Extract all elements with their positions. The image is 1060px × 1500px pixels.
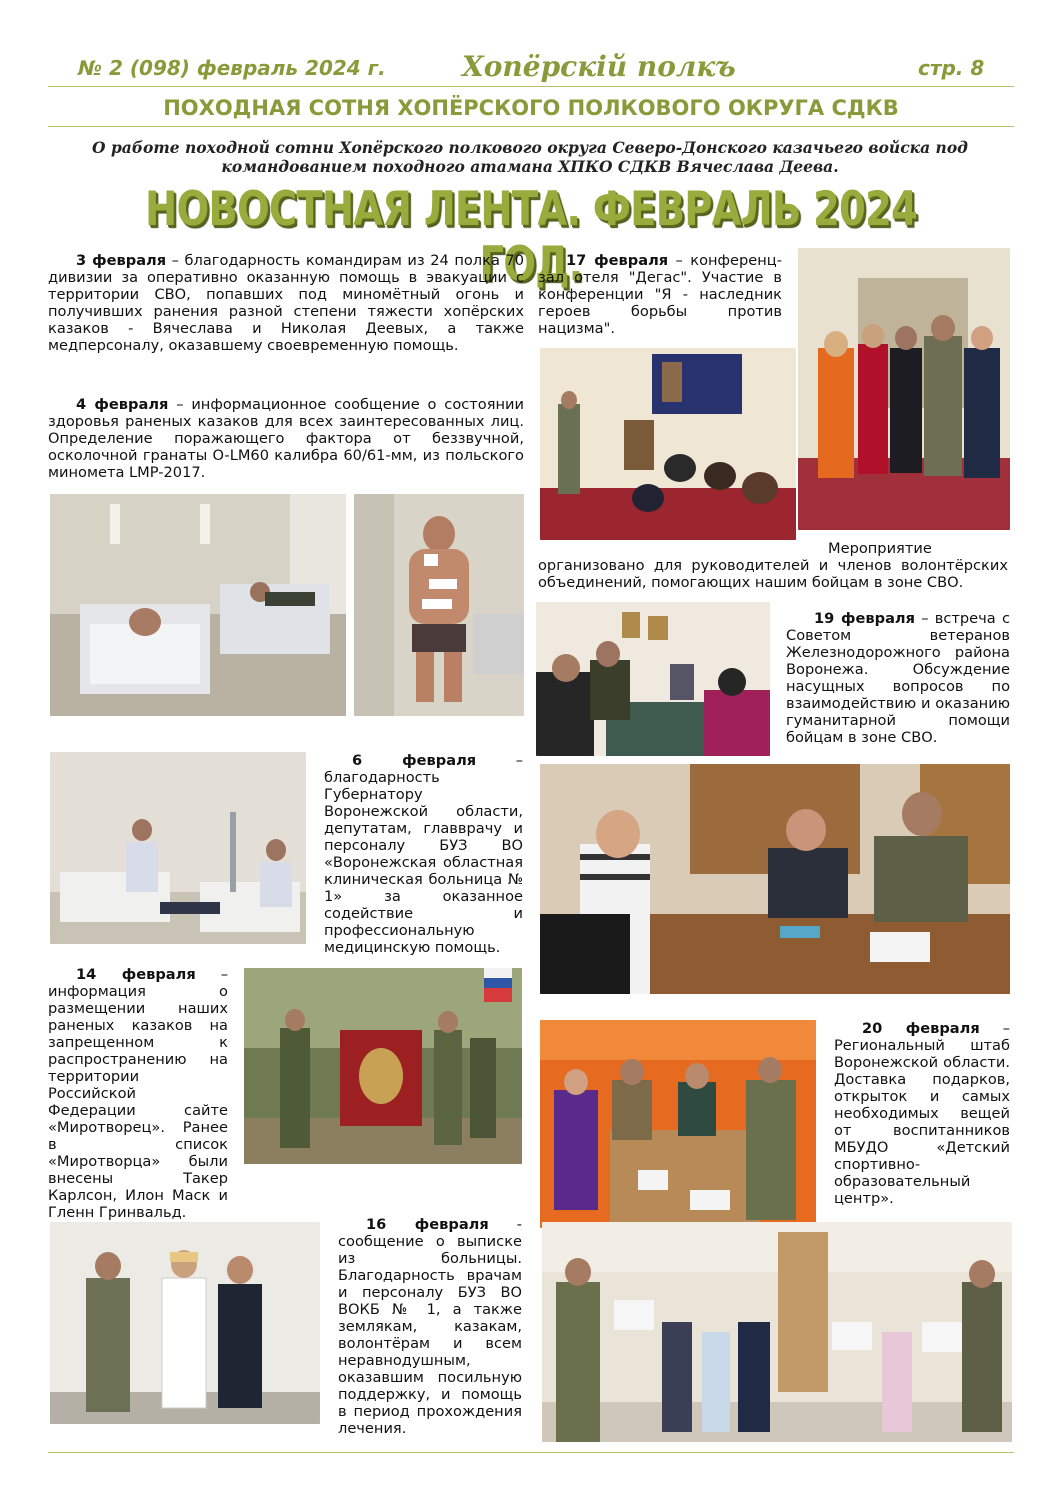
news-text: – благодарность командирам из 24 полка 70 дивизии за оперативно оказанную помощь в эвакуации с территории СВО, попавших под миномётный огонь и получивших ранения разной степени тяжести хопёрских казаков - Вячеслава и Николая Деевых, а также медперсоналу, оказавшему своевременную помощь. [48, 252, 525, 354]
intro-text: О работе походной сотни Хопёрского полкового округа Северо-Донского казачьего войска под командованием походного атамана ХПКО СДКВ Вячеслава Деева. [92, 138, 968, 176]
news-text: - сообщение о выписке из больницы. Благодарность врачам и персоналу БУЗ ВО ВОКБ № 1, а также землякам, казакам, волонтёрам и всем неравнодушным, оказавшим посильную поддержку, и помощь в период прохождения лечения. [338, 1216, 523, 1437]
photo-hospital-ward [50, 494, 346, 716]
header-rule [48, 86, 1014, 87]
news-item-feb19 [786, 610, 1010, 746]
news-text: – конференц-зал отеля "Дегас". Участие в конференции "Я - наследник героев борьбы против нацизма". [538, 252, 782, 337]
news-date: 14 февраля [76, 966, 196, 983]
news-text: – информационное сообщение о состоянии здоровья раненых казаков для всех заинтересованных лиц. Определение поражающего фактора от беззвучной, осколочной гранаты O-LM60 калибра 60/61-мм, из польского миномета LMP-2017. [48, 396, 524, 481]
news-item-feb16 [338, 1216, 522, 1437]
photo-conference-group [798, 248, 1010, 530]
news-date: 17 февраля [566, 252, 669, 269]
news-item-feb17-continued: Мероприятие организовано для руководителей и членов волонтёрских объединений, помогающих нашим бойцам в зоне СВО. [538, 540, 1008, 591]
news-text: – встреча с Советом ветеранов Железнодорожного района Воронежа. Обсуждение насущных вопросов по взаимодействию и оказанию гуманитарной помощи бойцам в зоне СВО. [786, 610, 1011, 746]
news-date: 6 февраля [352, 752, 477, 769]
news-date: 3 февраля [76, 252, 167, 269]
news-item-feb4 [48, 396, 524, 481]
news-date: 16 февраля [366, 1216, 489, 1233]
news-text: –информация о размещении наших раненых казаков на запрещенном к распространению на территории Российской Федерации сайте «Миротворец». Ранее в список «Миротворца» были внесены Такер Карлсон, Илон Маск и Гленн Гринвальд. [48, 966, 229, 1221]
news-item-feb17 [538, 252, 782, 337]
photo-conference-hall [540, 348, 796, 540]
section-title: ПОХОДНАЯ СОТНЯ ХОПЁРСКОГО ПОЛКОВОГО ОКРУГА СДКВ [163, 96, 899, 120]
news-item-feb14 [48, 966, 228, 1221]
news-text: – Региональный штаб Воронежской области. Доставка подарков, открыток и самых необходимых вещей от воспитанников МБУДО «Детский спортивно-образовательный центр». [834, 1020, 1011, 1207]
news-item-feb6 [324, 752, 523, 956]
photo-children-postcards [542, 1222, 1012, 1442]
photo-bandaged-back [354, 494, 524, 716]
news-item-feb20 [834, 1020, 1010, 1207]
page-number: стр. 8 [918, 56, 985, 80]
news-date: 4 февраля [76, 396, 169, 413]
photo-hospital-beds [50, 752, 306, 944]
news-date: 19 февраля [814, 610, 915, 627]
headline: НОВОСТНАЯ ЛЕНТА. ФЕВРАЛЬ 2024 ГОД. [145, 182, 917, 292]
photo-discharge [50, 1222, 320, 1424]
news-date: 20 февраля [862, 1020, 980, 1037]
photo-veterans-council [536, 602, 770, 756]
news-text: – благодарность Губернатору Воронежской области, депутатам, главврачу и персоналу БУЗ ВО «Воронежская областная клиническая больница № 1» за оказанное содействие и профессиональную медицинскую помощь. [324, 752, 524, 956]
photo-meeting-table [540, 764, 1010, 994]
photo-group-banner [244, 968, 522, 1164]
footer-rule [48, 1452, 1014, 1453]
newspaper-title: Хопёрскiй полкъ [462, 50, 736, 83]
news-item-feb3 [48, 252, 524, 354]
photo-gifts-delivery [540, 1020, 816, 1228]
issue-number: № 2 (098) февраль 2024 г. [78, 56, 386, 80]
section-rule [48, 126, 1014, 127]
